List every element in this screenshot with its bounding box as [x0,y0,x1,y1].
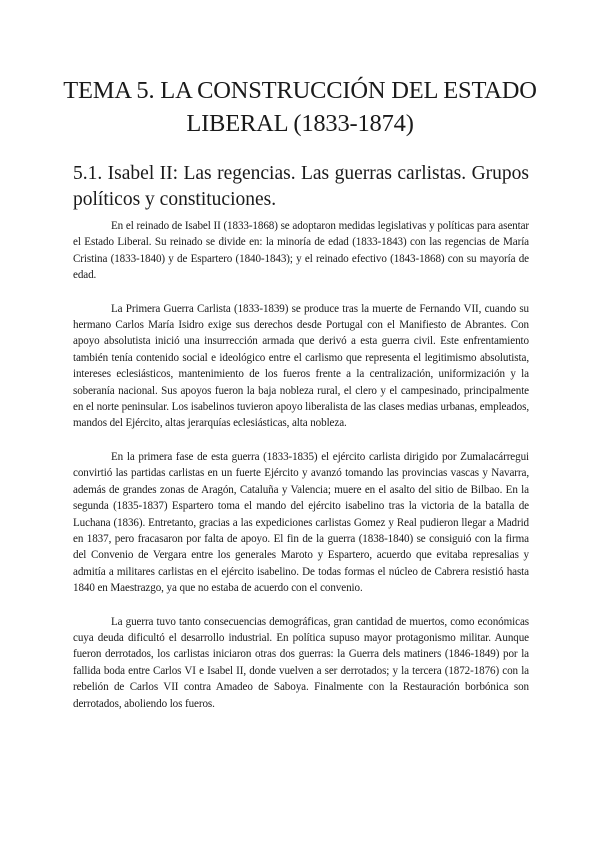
page-title: TEMA 5. LA CONSTRUCCIÓN DEL ESTADO LIBERAL (1833-1874) [63,77,537,137]
paragraph-reinado: En el reinado de Isabel II (1833-1868) se adoptaron medidas legislativas y políticas para asentar el Estado Liberal. Su reinado se divide en: la minoría de edad (1833-1843) con las regencias de María Cristina (1833-1840) y de Espartero (1840-1843); y el reinado efectivo (1843-1868) con su mayoría de edad. [73,220,529,282]
section-title: 5.1. Isabel II: Las regencias. Las guerras carlistas. Grupos políticos y constituciones. [73,163,529,210]
paragraph-primera-guerra: La Primera Guerra Carlista (1833-1839) se produce tras la muerte de Fernando VII, cuando su hermano Carlos María Isidro exige sus derechos desde Portugal con el Manifiesto de Abrantes. Con apoyo absolutista inició una insurrección armada que derivó a esta guerra civil. Este enfrentamiento también tenía contenido social e ideológico entre el carlismo que representa el legitimismo absolutista, intereses eclesiásticos, mantenimiento de los fueros frente a la centralización, uniformización y la soberanía nacional. Sus apoyos fueron la baja nobleza rural, el clero y el campesinado, principalmente en el norte peninsular. Los isabelinos tuvieron apoyo liberalista de las clases medias urbanas, empleados, mandos del Ejército, altas jerarquías eclesiásticas, alta nobleza. [73,302,529,430]
body-text [73,218,529,729]
paragraph-consecuencias: La guerra tuvo tanto consecuencias demográficas, gran cantidad de muertos, como económicas cuya deuda dificultó el desarrollo industrial. En política supuso mayor protagonismo militar. Aunque fueron derrotados, los carlistas iniciaron otras dos guerras: la Guerra dels matiners (1846-1849) por la fallida boda entre Carlos VI e Isabel II, donde vuelven a ser derrotados; y la tercera (1872-1876) con la rebelión de Carlos VII contra Amadeo de Saboya. Finalmente con la Restauración borbónica son derrotados, aboliendo los fueros. [73,615,529,710]
paragraph-fases-guerra: En la primera fase de esta guerra (1833-1835) el ejército carlista dirigido por Zumalacárregui convirtió las partidas carlistas en un fuerte Ejército y avanzó tomando las provincias vascas y Navarra, además de grandes zonas de Aragón, Cataluña y Valencia; muere en el asalto del sitio de Bilbao. En la segunda (1835-1837) Espartero toma el mando del ejército isabelino tras la victoria de la batalla de Luchana (1836). Entretanto, gracias a las expediciones carlistas Gomez y Real pudieron llegar a Madrid en 1837, pero fracasaron por falta de apoyo. El fin de la guerra (1838-1840) se consiguió con la firma del Convenio de Vergara entre los generales Maroto y Espartero, acuerdo que evitaba represalias y admitía a militares carlistas en el ejército isabelino. De todas formas el núcleo de Cabrera resistió hasta 1840 en Maestrazgo, ya que no estaba de acuerdo con el convenio. [73,450,529,595]
